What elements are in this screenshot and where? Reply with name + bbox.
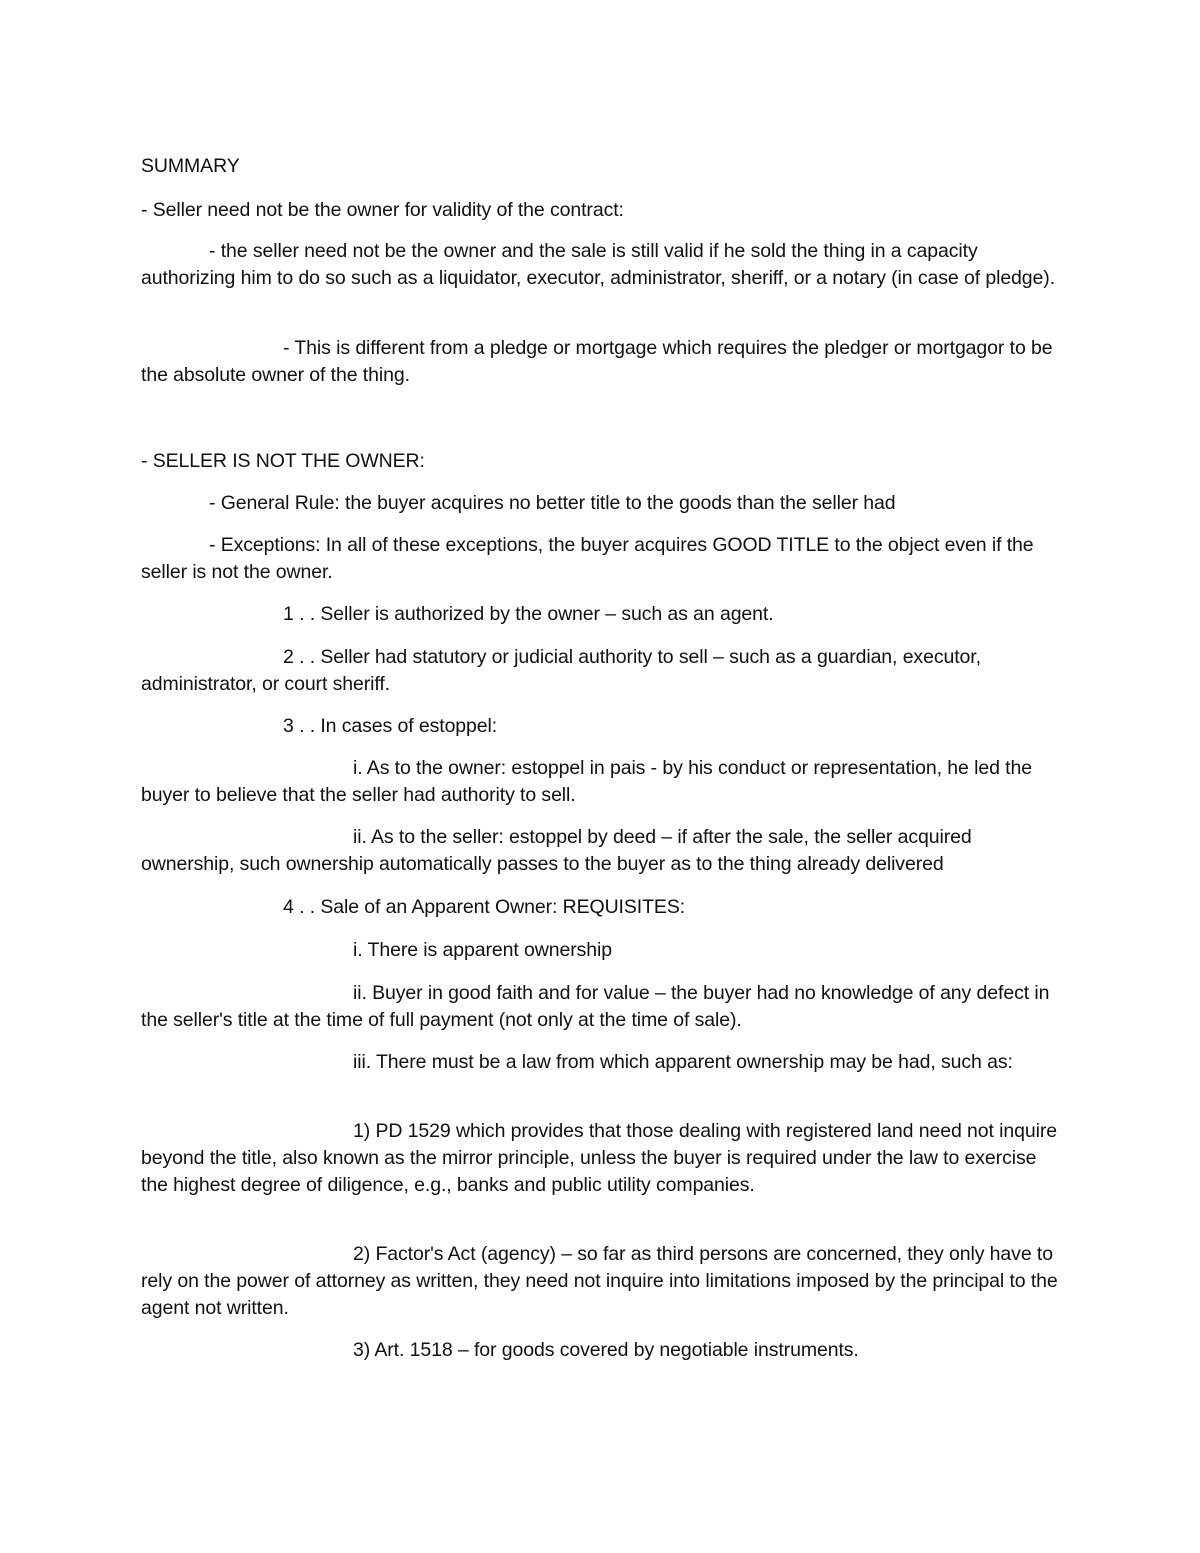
paragraph-seller-not-owner: - SELLER IS NOT THE OWNER:: [141, 450, 425, 472]
paragraph-exceptions: - Exceptions: In all of these exceptions, the buyer acquires GOOD TITLE to the object even if the seller is not the owner.: [141, 534, 1034, 583]
list-item-law-factors-act: 2) Factor's Act (agency) – so far as third persons are concerned, they only have to rely on the power of attorney as written, they need not inquire into limitations imposed by the principal to the agent not written.: [141, 1243, 1058, 1319]
list-item-exception-2: 2 . . Seller had statutory or judicial authority to sell – such as a guardian, executor, administrator, or court sheriff.: [141, 646, 981, 695]
paragraph-seller-need-not-be-owner: - Seller need not be the owner for validity of the contract:: [141, 199, 624, 221]
list-item-exception-4: 4 . . Sale of an Apparent Owner: REQUISITES:: [283, 896, 686, 918]
list-item-estoppel-owner: i. As to the owner: estoppel in pais - by his conduct or representation, he led the buyer to believe that the seller had authority to sell.: [141, 757, 1032, 806]
paragraph-pledge-mortgage-difference: - This is different from a pledge or mortgage which requires the pledger or mortgagor to be the absolute owner of the thing.: [141, 337, 1053, 386]
list-item-exception-3: 3 . . In cases of estoppel:: [283, 715, 498, 737]
list-item-exception-1: 1 . . Seller is authorized by the owner – such as an agent.: [283, 603, 774, 625]
summary-heading: SUMMARY: [141, 155, 240, 177]
list-item-estoppel-seller: ii. As to the seller: estoppel by deed – if after the sale, the seller acquired ownership, such ownership automatically passes to the buyer as to the thing already delivered: [141, 826, 972, 875]
list-item-law-pd-1529: 1) PD 1529 which provides that those dealing with registered land need not inquire beyond the title, also known as the mirror principle, unless the buyer is required under the law to exercise the highest degree of diligence, e.g., banks and public utility companies.: [141, 1120, 1057, 1196]
paragraph-general-rule: - General Rule: the buyer acquires no better title to the goods than the seller had: [209, 492, 896, 514]
list-item-requisite-ii: ii. Buyer in good faith and for value – the buyer had no knowledge of any defect in the seller's title at the time of full payment (not only at the time of sale).: [141, 982, 1050, 1031]
list-item-law-art-1518: 3) Art. 1518 – for goods covered by negotiable instruments.: [353, 1339, 859, 1361]
list-item-requisite-i: i. There is apparent ownership: [353, 939, 612, 961]
paragraph-seller-capacity: - the seller need not be the owner and the sale is still valid if he sold the thing in a capacity authorizing him to do so such as a liquidator, executor, administrator, sheriff, or a notary (in case of pledge).: [141, 240, 1056, 289]
list-item-requisite-iii: iii. There must be a law from which apparent ownership may be had, such as:: [353, 1051, 1013, 1073]
